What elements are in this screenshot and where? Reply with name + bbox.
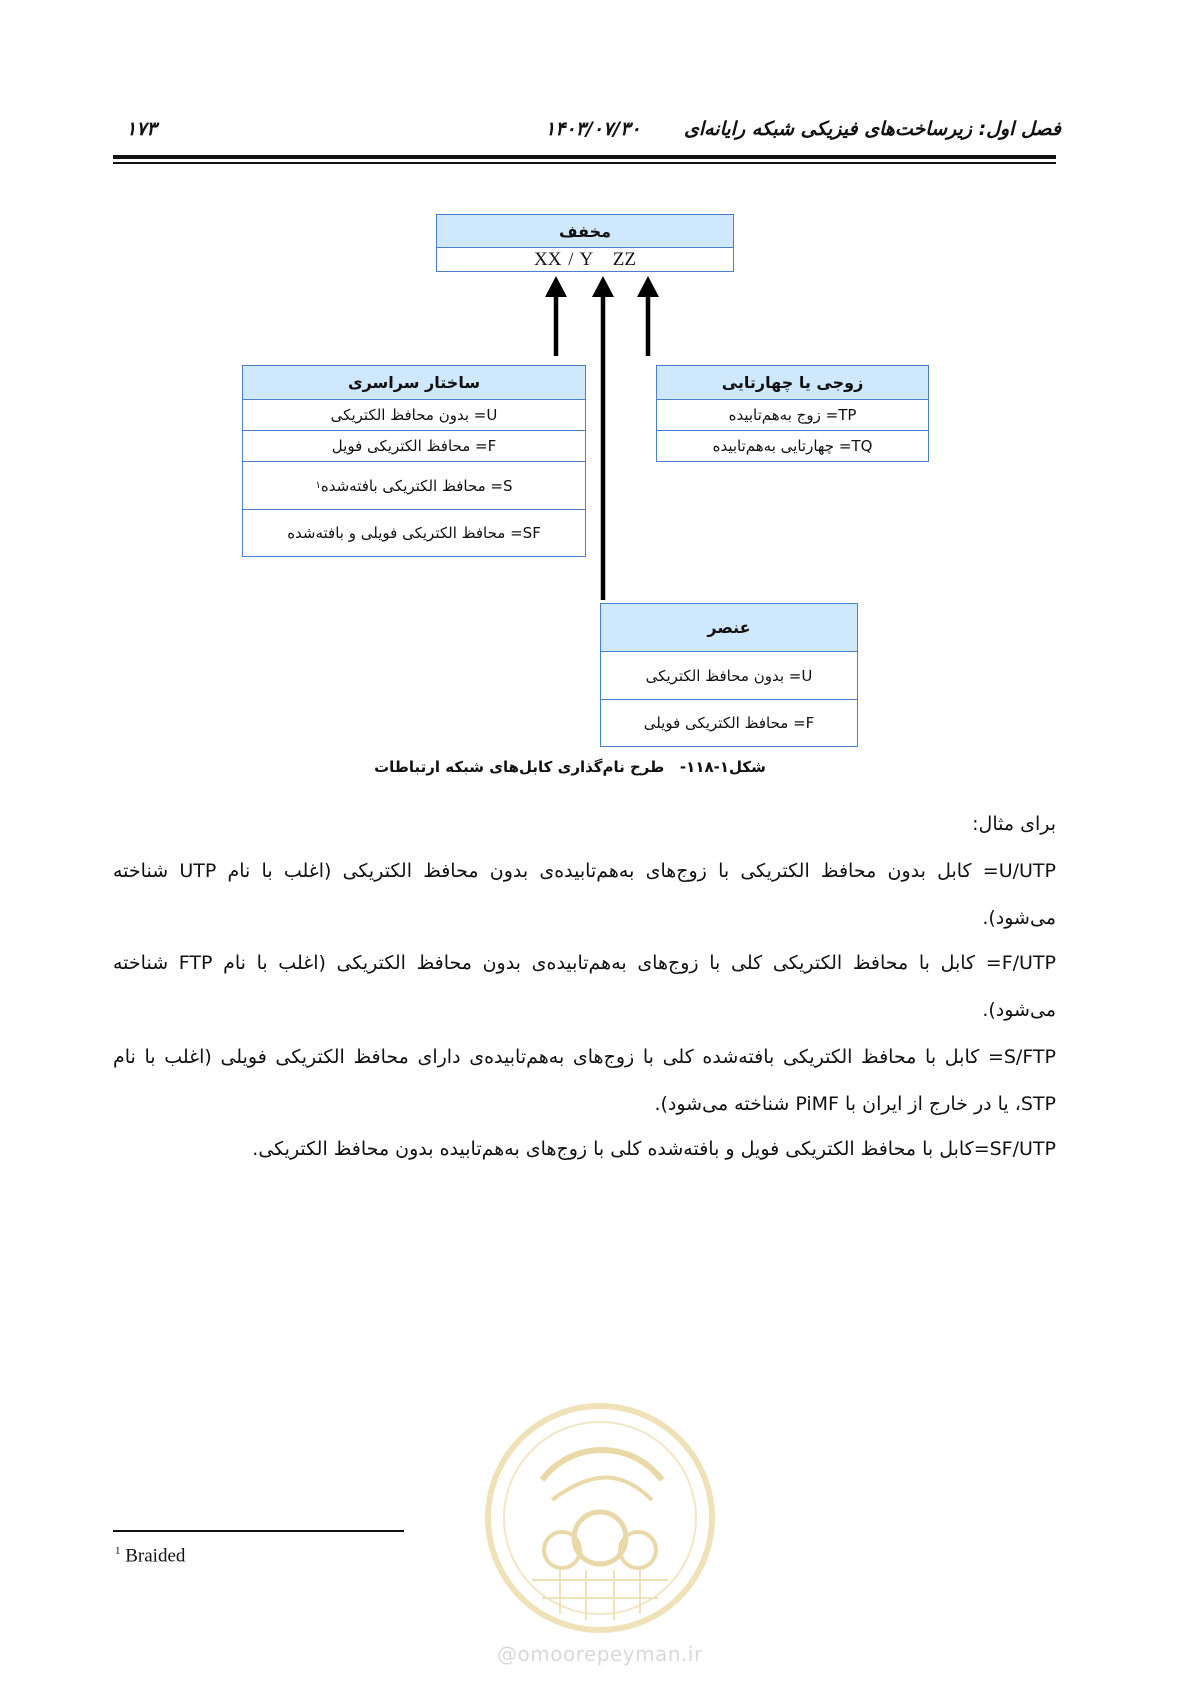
abbreviation-box (436, 214, 734, 272)
chapter-title: فصل اول: زیرساخت‌های فیزیکی شبکه رایانه‌ای (683, 118, 1061, 140)
element-title: عنصر (601, 604, 857, 652)
header-date: ۱۴۰۳/۰۷/۳۰ (545, 118, 641, 140)
arrow-pair-head (637, 276, 659, 297)
footnote-number: 1 (115, 1545, 121, 1557)
structure-row-sf: SF= محافظ الکتریکی فویلی و بافته‌شده (287, 524, 541, 542)
overall-structure-box (242, 365, 586, 557)
footnote-ref: ۱ (315, 480, 321, 491)
page-number: ۱۷۳ (126, 118, 157, 140)
abbreviation-code: XX / Y ZZ (534, 249, 636, 270)
overall-structure-title: ساختار سراسری (243, 366, 585, 400)
element-row-f: F= محافظ الکتریکی فویلی (643, 713, 815, 732)
footnote (115, 1545, 185, 1567)
structure-row-u: U= بدون محافظ الکتریکی (243, 400, 585, 431)
watermark-seal-icon (482, 1400, 718, 1636)
examples-intro: برای مثال: (972, 813, 1056, 835)
paragraph-u-utp: U/UTP= کابل بدون محافظ الکتریکی با زوج‌های به‌هم‌تابیده‌ی بدون محافظ الکتریکی (اغلب با نام UTP شناخته می‌شود). (113, 860, 1056, 929)
abbreviation-title: مخفف (437, 215, 733, 248)
paragraph-s-ftp: S/FTP= کابل با محافظ الکتریکی بافته‌شده کلی با زوج‌های به‌هم‌تابیده‌ی دارای محافظ الکتریکی فویلی (اغلب با نام STP، یا در خارج از ایران با PiMF شناخته می‌شود). (113, 1046, 1056, 1115)
element-box (600, 603, 858, 747)
pair-row-tp: TP= زوج به‌هم‌تابیده (657, 400, 928, 431)
footnote-rule (113, 1530, 404, 1532)
element-row-u: U= بدون محافظ الکتریکی (601, 652, 857, 700)
pair-or-quad-title: زوجی یا چهارتایی (657, 366, 928, 400)
structure-row-s: S= محافظ الکتریکی بافته‌شده ۱ (243, 462, 585, 510)
pair-row-tq: TQ= چهارتایی به‌هم‌تابیده (712, 437, 873, 455)
watermark-url: @omoorepeyman.ir (497, 1642, 703, 1666)
pair-or-quad-box (656, 365, 929, 462)
diagram-connectors (0, 0, 1191, 800)
arrow-element-head (592, 276, 614, 297)
paragraph-f-utp: F/UTP= کابل با محافظ الکتریکی کلی با زوج‌های به‌هم‌تابیده‌ی بدون محافظ الکتریکی (اغلب با نام FTP شناخته می‌شود). (113, 952, 1056, 1021)
figure-caption: شکل۱-۱۱۸- طرح نام‌گذاری کابل‌های شبکه ارتباطات (374, 758, 766, 776)
structure-row-f: F= محافظ الکتریکی فویل (243, 431, 585, 462)
paragraph-sf-utp: SF/UTP=کابل با محافظ الکتریکی فویل و بافته‌شده کلی با زوج‌های به‌هم‌تابیده بدون محافظ الکتریکی. (252, 1138, 1056, 1160)
arrow-structure-head (545, 276, 567, 297)
footnote-text: Braided (125, 1545, 186, 1567)
